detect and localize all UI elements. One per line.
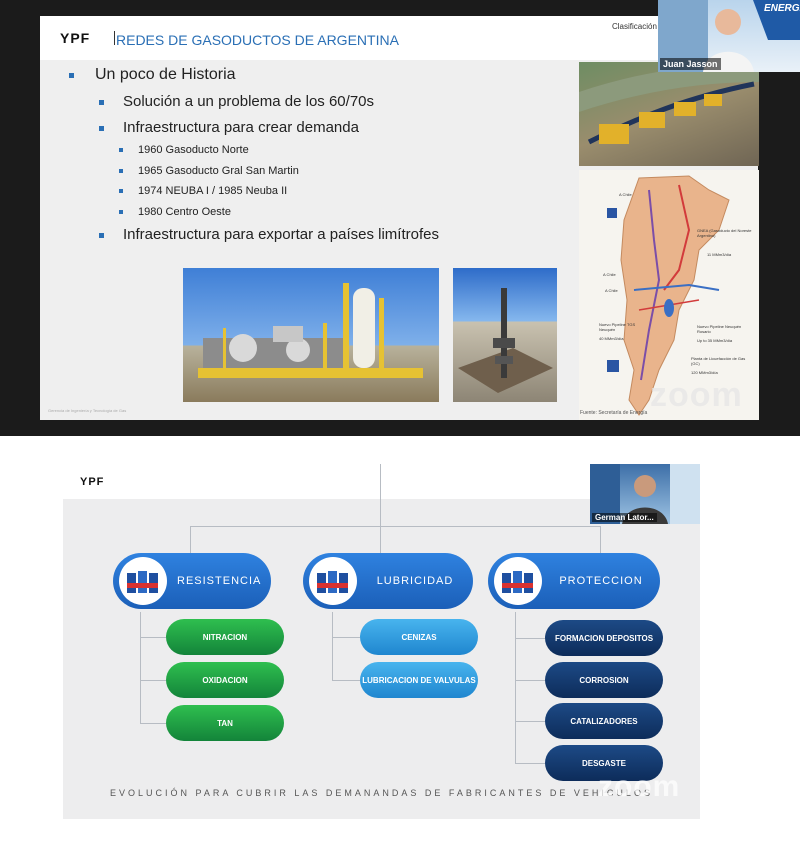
connector-proteccion (600, 526, 601, 554)
item-oxidacion: OXIDACION (166, 662, 284, 698)
connector-proteccion-vertical (515, 612, 516, 764)
shared-slide-gas-networks (40, 16, 758, 420)
map-label-chile-low: A Chile (605, 288, 618, 293)
ypf-logo: YPF (60, 30, 91, 46)
connector-tan (140, 723, 166, 724)
map-label-chile-mid: A Chile (603, 272, 616, 277)
wellhead-illustration (453, 268, 557, 402)
category-resistencia (113, 553, 271, 609)
slide-title: REDES DE GASODUCTOS DE ARGENTINA (116, 32, 399, 48)
bullet-solution: Solución a un problema de los 60/70s (123, 93, 375, 110)
slide-header (40, 16, 758, 60)
participant-name-german: German Lator... (592, 513, 657, 522)
pipeline-construction-photo (579, 62, 759, 166)
product-bottles-illustration (119, 557, 167, 605)
map-source: Fuente: Secretaría de Energía (580, 410, 648, 416)
connector-resistencia (190, 526, 191, 554)
ypf-logo-bottom: YPF (80, 476, 105, 488)
item-catalizadores: CATALIZADORES (545, 703, 663, 739)
item-desgaste: DESGASTE (545, 745, 663, 781)
connector-desgaste (515, 763, 545, 764)
connector-nitracion (140, 637, 166, 638)
connector-valvulas (332, 680, 360, 681)
slide-footer-text: EVOLUCIÓN PARA CUBRIR LAS DEMANANDAS DE FABRICANTES DE VEHICULOS (110, 788, 653, 798)
gas-plant-illustration (183, 268, 439, 402)
bullet-1974: 1974 NEUBA I / 1985 Neuba II (138, 185, 288, 197)
connector-resistencia-vertical (140, 612, 141, 724)
product-bottles-illustration (494, 557, 542, 605)
connector-oxidacion (140, 680, 166, 681)
item-corrosion: CORROSION (545, 662, 663, 698)
connector-cenizas (332, 637, 360, 638)
connector-horizontal (190, 526, 600, 527)
map-label-neuba-west-cap: 40 MMm3/día (599, 336, 624, 341)
product-bottles-icon (119, 557, 167, 605)
connector-catalizadores (515, 721, 545, 722)
item-formacion-depositos: FORMACION DEPOSITOS (545, 620, 663, 656)
classification-label: Clasificación (612, 22, 657, 31)
map-label-gnea-cap: 11 MMm3/día (707, 252, 732, 257)
wellhead-photo (453, 268, 557, 402)
category-lubricidad (303, 553, 473, 609)
bullet-1965: 1965 Gasoducto Gral San Martin (138, 165, 299, 177)
map-label-neuba-east: Nuevo Pipeline Neuquén Rosario (697, 324, 742, 334)
shared-slide-lubricant-demands (0, 452, 800, 842)
zoom-watermark-top: zoom (650, 376, 743, 414)
bullet-1980: 1980 Centro Oeste (138, 206, 231, 218)
item-tan: TAN (166, 705, 284, 741)
slide-footer: Gerencia de Ingeniería y Tecnología de Gas (48, 408, 127, 413)
bullet-infrastructure-demand: Infraestructura para crear demanda (123, 119, 359, 136)
bullet-export: Infraestructura para exportar a países limítrofes (123, 226, 439, 243)
map-label-plant: Planta de Licuefacción de Gas (GC) (691, 356, 746, 366)
map-label-neuba-east-cap: Up to 35 MMm3/día (697, 338, 733, 343)
item-cenizas: CENIZAS (360, 619, 478, 655)
header-separator (114, 31, 115, 45)
item-nitracion: NITRACION (166, 619, 284, 655)
category-label-proteccion: PROTECCION (559, 575, 643, 587)
category-label-resistencia: RESISTENCIA (177, 575, 262, 587)
participant-name-juan: Juan Jasson (660, 58, 721, 70)
map-label-plant-cap: 120 MMm3/día (691, 370, 718, 375)
map-label-neuba-west: Nuevo Pipeline TGS Neuquén (599, 322, 636, 332)
zoom-watermark-bottom: zoom (598, 770, 681, 803)
item-lubricacion-valvulas: LUBRICACION DE VALVULAS (360, 662, 478, 698)
connector-lubricidad-vertical (332, 612, 333, 681)
energia-banner: ENERGÍA (764, 3, 810, 14)
bullet-1960: 1960 Gasoducto Norte (138, 144, 249, 156)
gas-plant-photo (183, 268, 439, 402)
product-bottles-icon (494, 557, 542, 605)
connector-corrosion (515, 680, 545, 681)
product-bottles-icon (309, 557, 357, 605)
connector-root (380, 464, 381, 526)
product-bottles-illustration (309, 557, 357, 605)
pipeline-illustration (579, 62, 759, 166)
map-label-chile-top: A Chile (619, 192, 632, 197)
map-label-gnea: GNEA (Gasoducto del Noreste Argentino) (697, 228, 752, 238)
category-proteccion (488, 553, 660, 609)
connector-formacion (515, 638, 545, 639)
bullet-history: Un poco de Historia (95, 66, 236, 83)
category-label-lubricidad: LUBRICIDAD (376, 575, 454, 587)
connector-lubricidad (380, 526, 381, 554)
